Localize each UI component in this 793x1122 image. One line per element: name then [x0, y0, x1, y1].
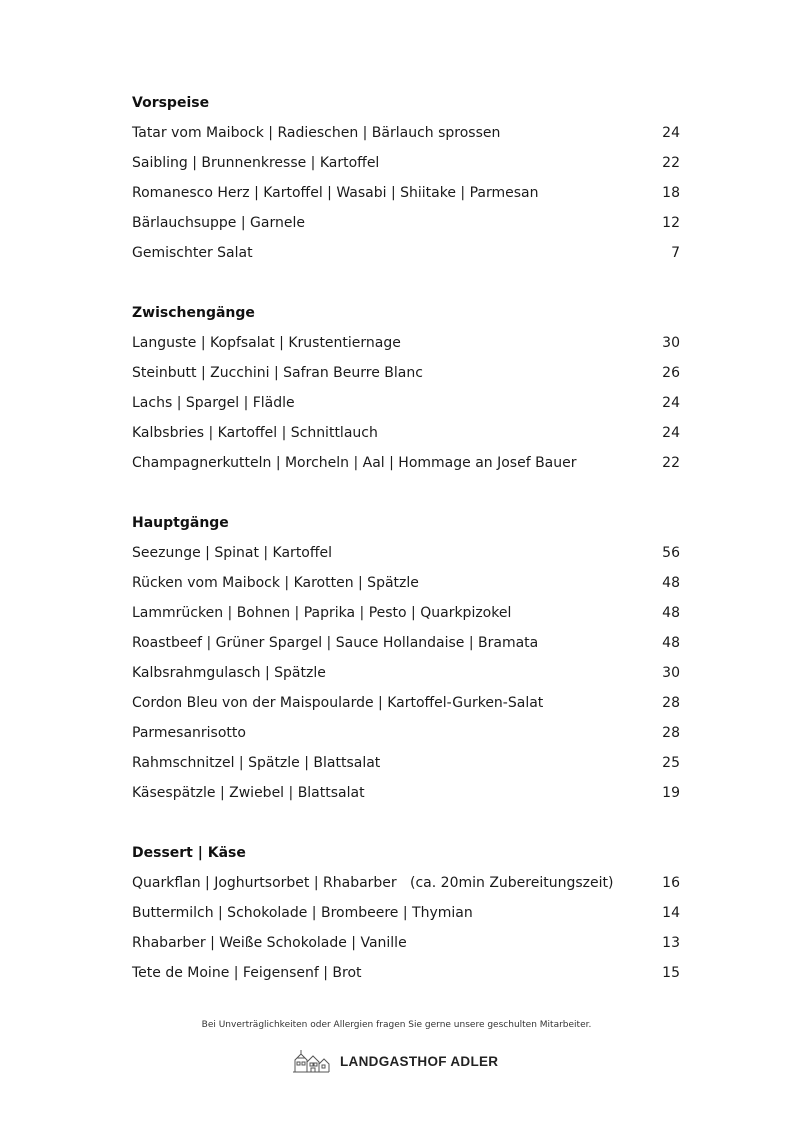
- item-name: Gemischter Salat: [132, 245, 253, 261]
- item-price: 30: [662, 665, 680, 681]
- item-price: 28: [662, 725, 680, 741]
- section-dessert-kaese: [132, 838, 680, 988]
- logo: [291, 1047, 498, 1075]
- section-vorspeise: [132, 88, 680, 268]
- item-price: 24: [662, 125, 680, 141]
- menu-item: [132, 178, 680, 208]
- menu-item: [132, 958, 680, 988]
- item-name: Tete de Moine | Feigensenf | Brot: [132, 965, 362, 981]
- section-title: Vorspeise: [132, 95, 210, 111]
- item-name: Bärlauchsuppe | Garnele: [132, 215, 305, 231]
- item-name: Lammrücken | Bohnen | Paprika | Pesto | Quarkpizokel: [132, 605, 512, 621]
- item-name: Languste | Kopfsalat | Krustentiernage: [132, 335, 401, 351]
- section-zwischengaenge: [132, 298, 680, 478]
- item-name: Kalbsbries | Kartoffel | Schnittlauch: [132, 425, 378, 441]
- item-price: 48: [662, 605, 680, 621]
- menu-item: [132, 688, 680, 718]
- section-title: Zwischengänge: [132, 305, 255, 321]
- item-price: 22: [662, 155, 680, 171]
- item-price: 48: [662, 575, 680, 591]
- item-price: 30: [662, 335, 680, 351]
- item-price: 24: [662, 395, 680, 411]
- item-name: Käsespätzle | Zwiebel | Blattsalat: [132, 785, 365, 801]
- item-name: Quarkflan | Joghurtsorbet | Rhabarber (ca. 20min Zubereitungszeit): [132, 875, 614, 891]
- item-price: 56: [662, 545, 680, 561]
- item-name: Rahmschnitzel | Spätzle | Blattsalat: [132, 755, 381, 771]
- menu-item: [132, 568, 680, 598]
- item-price: 25: [662, 755, 680, 771]
- menu-item: [132, 328, 680, 358]
- item-name: Parmesanrisotto: [132, 725, 246, 741]
- item-price: 26: [662, 365, 680, 381]
- item-name: Romanesco Herz | Kartoffel | Wasabi | Shiitake | Parmesan: [132, 185, 539, 201]
- item-price: 22: [662, 455, 680, 471]
- menu-item: [132, 358, 680, 388]
- item-name: Lachs | Spargel | Flädle: [132, 395, 295, 411]
- section-title: Dessert | Käse: [132, 845, 246, 861]
- menu-item: [132, 538, 680, 568]
- menu-item: [132, 658, 680, 688]
- menu-item: [132, 868, 680, 898]
- menu-item: [132, 118, 680, 148]
- item-price: 48: [662, 635, 680, 651]
- menu-item: [132, 928, 680, 958]
- item-name: Saibling | Brunnenkresse | Kartoffel: [132, 155, 380, 171]
- item-price: 16: [662, 875, 680, 891]
- allergy-note: Bei Unverträglichkeiten oder Allergien fragen Sie gerne unsere geschulten Mitarbeiter.: [201, 1020, 592, 1030]
- item-price: 24: [662, 425, 680, 441]
- item-name: Roastbeef | Grüner Spargel | Sauce Hollandaise | Bramata: [132, 635, 539, 651]
- menu-item: [132, 418, 680, 448]
- item-price: 13: [662, 935, 680, 951]
- item-price: 12: [662, 215, 680, 231]
- item-name: Steinbutt | Zucchini | Safran Beurre Blanc: [132, 365, 423, 381]
- menu-item: [132, 388, 680, 418]
- item-name: Seezunge | Spinat | Kartoffel: [132, 545, 333, 561]
- item-name: Rücken vom Maibock | Karotten | Spätzle: [132, 575, 419, 591]
- menu-item: [132, 898, 680, 928]
- menu-item: [132, 718, 680, 748]
- menu-item: [132, 628, 680, 658]
- item-price: 14: [662, 905, 680, 921]
- menu-item: [132, 238, 680, 268]
- menu-item: [132, 208, 680, 238]
- logo-text: LANDGASTHOF ADLER: [340, 1053, 499, 1069]
- menu-item: [132, 598, 680, 628]
- menu-item: [132, 778, 680, 808]
- item-name: Rhabarber | Weiße Schokolade | Vanille: [132, 935, 407, 951]
- item-name: Cordon Bleu von der Maispoularde | Kartoffel-Gurken-Salat: [132, 695, 544, 711]
- item-price: 18: [662, 185, 680, 201]
- item-name: Kalbsrahmgulasch | Spätzle: [132, 665, 326, 681]
- item-price: 28: [662, 695, 680, 711]
- item-name: Buttermilch | Schokolade | Brombeere | Thymian: [132, 905, 473, 921]
- inn-building-icon: [291, 1048, 331, 1074]
- menu-item: [132, 148, 680, 178]
- item-name: Tatar vom Maibock | Radieschen | Bärlauch sprossen: [132, 125, 501, 141]
- section-title: Hauptgänge: [132, 515, 229, 531]
- menu-item: [132, 448, 680, 478]
- item-price: 15: [662, 965, 680, 981]
- menu-item: [132, 748, 680, 778]
- item-name: Champagnerkutteln | Morcheln | Aal | Hommage an Josef Bauer: [132, 455, 577, 471]
- section-hauptgaenge: [132, 508, 680, 808]
- item-price: 7: [671, 245, 680, 261]
- item-price: 19: [662, 785, 680, 801]
